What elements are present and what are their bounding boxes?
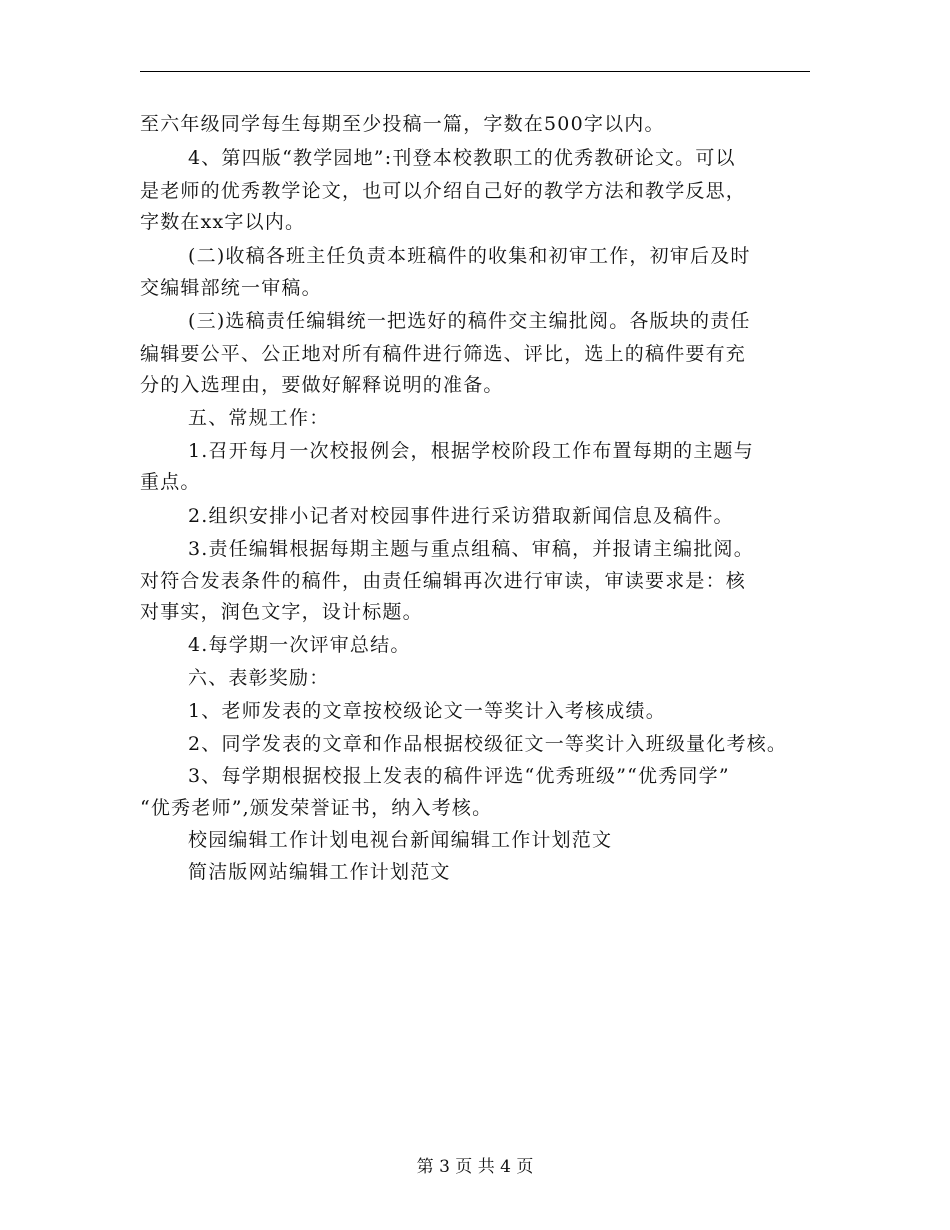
text-line: 校园编辑工作计划电视台新闻编辑工作计划范文 xyxy=(188,829,613,851)
page-number-footer: 第 3 页 共 4 页 xyxy=(416,1157,534,1177)
text-line: 简洁版网站编辑工作计划范文 xyxy=(188,861,451,883)
text-line: 1、老师发表的文章按校级论文一等奖计入考核成绩。 xyxy=(188,700,666,722)
text-line: 3.责任编辑根据每期主题与重点组稿、审稿，并报请主编批阅。 xyxy=(188,538,754,560)
text-line: 1.召开每月一次校报例会，根据学校阶段工作布置每期的主题与 xyxy=(188,440,754,462)
text-line: 2.组织安排小记者对校园事件进行采访猎取新闻信息及稿件。 xyxy=(188,505,734,527)
text-line: 分的入选理由，要做好解释说明的准备。 xyxy=(140,374,504,396)
text-line: “优秀老师”,颁发荣誉证书，纳入考核。 xyxy=(140,797,493,819)
text-line: 对符合发表条件的稿件，由责任编辑再次进行审读，审读要求是：核 xyxy=(140,570,747,592)
text-line: 是老师的优秀教学论文，也可以介绍自己好的教学方法和教学反思， xyxy=(140,180,747,202)
text-line: 4、第四版“教学园地”:刊登本校教职工的优秀教研论文。可以 xyxy=(188,147,736,169)
text-line: 编辑要公平、公正地对所有稿件进行筛选、评比，选上的稿件要有充 xyxy=(140,343,747,365)
text-line: (三)选稿责任编辑统一把选好的稿件交主编批阅。各版块的责任 xyxy=(188,310,751,332)
text-line: 字数在xx字以内。 xyxy=(140,211,306,233)
text-line: 重点。 xyxy=(140,471,201,493)
text-line: 五、常规工作： xyxy=(188,407,330,429)
text-line: (二)收稿各班主任负责本班稿件的收集和初审工作，初审后及时 xyxy=(188,245,751,267)
text-line: 六、表彰奖励： xyxy=(188,667,330,689)
text-line: 交编辑部统一审稿。 xyxy=(140,277,322,299)
text-line: 2、同学发表的文章和作品根据校级征文一等奖计入班级量化考核。 xyxy=(188,733,788,755)
text-line: 对事实，润色文字，设计标题。 xyxy=(140,601,423,623)
text-line: 至六年级同学每生每期至少投稿一篇，字数在500字以内。 xyxy=(140,113,665,135)
text-line: 4.每学期一次评审总结。 xyxy=(188,634,411,656)
text-line: 3、每学期根据校报上发表的稿件评选“优秀班级”“优秀同学” xyxy=(188,765,730,787)
